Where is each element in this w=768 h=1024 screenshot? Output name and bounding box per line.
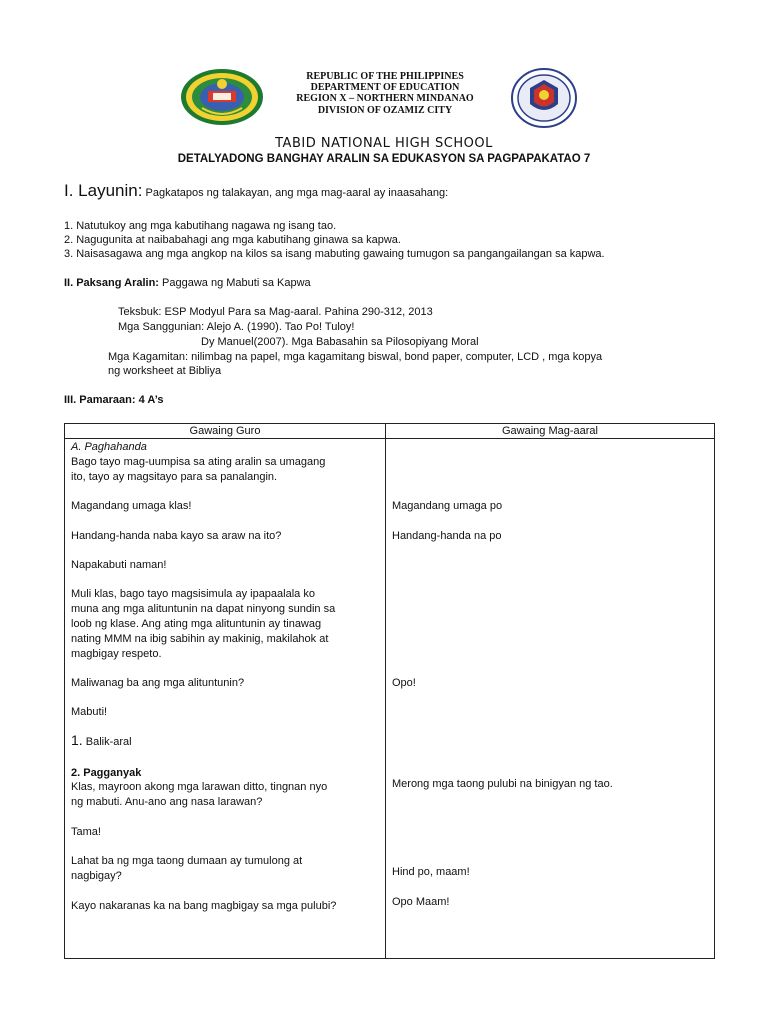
guro-line: Napakabuti naman!: [71, 559, 167, 571]
guro-line: Kayo nakaranas ka na bang magbigay sa mga pulubi?: [71, 900, 337, 912]
magaaral-line: Merong mga taong pulubi na binigyan ng tao.: [392, 778, 613, 790]
sanggunian-line-1: Mga Sanggunian: Alejo A. (1990). Tao Po! Tuloy!: [118, 321, 355, 333]
school-name: TABID NATIONAL HIGH SCHOOL: [275, 136, 493, 151]
pamaraan-heading: III. Pamaraan: 4 A’s: [64, 394, 164, 406]
guro-line: magbigay respeto.: [71, 648, 162, 660]
header-division: DIVISION OF OZAMIZ CITY: [317, 105, 453, 116]
balik-aral-text: Balik-aral: [82, 736, 132, 748]
guro-line: ng mabuti. Anu-ano ang nasa larawan?: [71, 796, 263, 808]
sanggunian-line-2: Dy Manuel(2007). Mga Babasahin sa Pilosopiyang Moral: [201, 336, 479, 348]
guro-line: Handang-handa naba kayo sa araw na ito?: [71, 530, 282, 542]
kagamitan-line-2: ng worksheet at Bibliya: [108, 365, 222, 377]
guro-line: Lahat ba ng mga taong dumaan ay tumulong at: [71, 855, 303, 867]
guro-line: Magandang umaga klas!: [71, 500, 192, 512]
guro-line: Mabuti!: [71, 706, 108, 718]
guro-line: nagbigay?: [71, 870, 122, 882]
table-body-row: [65, 439, 715, 959]
paghahanda-label: A. Paghahanda: [71, 441, 147, 453]
header-region: REGION X – NORTHERN MINDANAO: [296, 93, 474, 104]
guro-line: ito, tayo ay magsitayo para sa panalangin.: [71, 471, 278, 483]
magaaral-line: Handang-handa na po: [392, 530, 502, 542]
objective-2: 2. Nagugunita at naibabahagi ang mga kabutihang ginawa sa kapwa.: [64, 234, 401, 246]
magaaral-line: Magandang umaga po: [392, 500, 503, 512]
magaaral-line: Opo Maam!: [392, 896, 450, 908]
column-gawaing-guro: Gawaing Guro: [65, 424, 386, 439]
teksbuk-line: Teksbuk: ESP Modyul Para sa Mag-aaral. Pahina 290-312, 2013: [118, 306, 433, 318]
header-department: DEPARTMENT OF EDUCATION: [310, 82, 460, 93]
guro-line: Klas, mayroon akong mga larawan ditto, tingnan nyo: [71, 781, 328, 793]
guro-cell: [65, 439, 386, 959]
guro-line: muna ang mga alituntunin na dapat ninyong sundin sa: [71, 603, 336, 615]
guro-line: Maliwanag ba ang mga alituntunin?: [71, 677, 245, 689]
document-title: DETALYADONG BANGHAY ARALIN SA EDUKASYON SA PAGPAPAKATAO 7: [177, 153, 591, 165]
magaaral-line: Opo!: [392, 677, 416, 689]
magaaral-cell: [386, 439, 715, 959]
section-layunin: [64, 183, 448, 201]
guro-line: loob ng klase. Ang ating mga alituntunin ay tinawag: [71, 618, 322, 630]
paksang-aralin-heading: II. Paksang Aralin:: [64, 277, 159, 289]
lesson-table: [64, 423, 715, 959]
balik-aral-label: [71, 733, 132, 750]
objective-3: 3. Naisasagawa ang mga angkop na kilos sa isang mabuting gawaing tumugon sa pangangailangan sa kapwa.: [64, 248, 605, 260]
layunin-heading: I. Layunin:: [64, 181, 143, 200]
paksang-aralin-topic: Paggawa ng Mabuti sa Kapwa: [162, 277, 311, 289]
guro-line: Muli klas, bago tayo magsisimula ay ipapaalala ko: [71, 588, 315, 600]
objective-1: 1. Natutukoy ang mga kabutihang nagawa ng isang tao.: [64, 220, 337, 232]
pagganyak-label: 2. Pagganyak: [71, 767, 142, 779]
balik-aral-number: 1.: [71, 732, 83, 748]
section-paksang-aralin: [64, 276, 311, 291]
guro-line: Tama!: [71, 826, 101, 838]
table-header-row: [65, 424, 715, 439]
header-republic: REPUBLIC OF THE PHILIPPINES: [306, 71, 464, 82]
kagamitan-line-1: Mga Kagamitan: nilimbag na papel, mga kagamitang biswal, bond paper, computer, LCD , mga kopya: [108, 351, 603, 363]
magaaral-line: Hind po, maam!: [392, 866, 470, 878]
layunin-intro: Pagkatapos ng talakayan, ang mga mag-aaral ay inaasahang:: [145, 187, 449, 199]
guro-line: Bago tayo mag-uumpisa sa ating aralin sa umagang: [71, 456, 326, 468]
column-gawaing-magaaral: Gawaing Mag-aaral: [386, 424, 715, 439]
guro-line: nating MMM na ibig sabihin ay makinig, makilahok at: [71, 633, 329, 645]
